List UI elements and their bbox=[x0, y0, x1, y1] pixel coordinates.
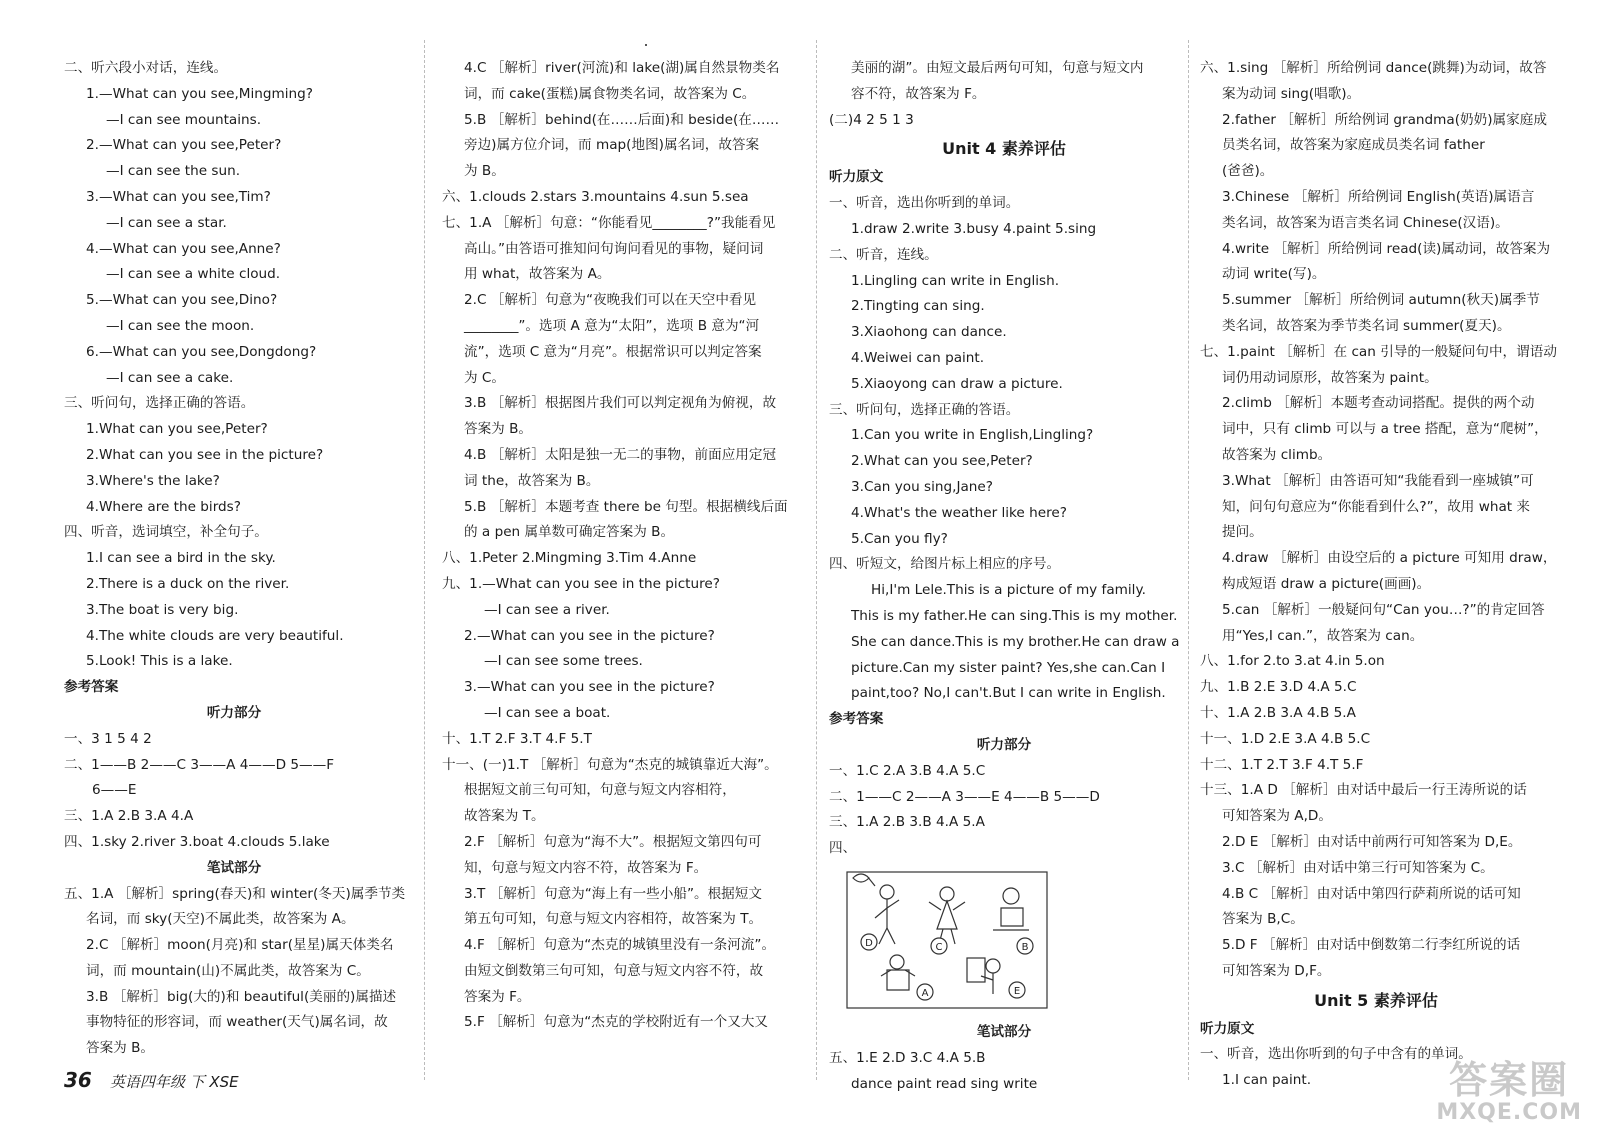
text-line: 员类名词，故答案为家庭成员类名词 father bbox=[1222, 137, 1485, 154]
text-line: 5.F ［解析］句意为“杰克的学校附近有一个又大又 bbox=[464, 1014, 769, 1031]
text-line: 2.C ［解析］句意为“夜晚我们可以在天空中看见 bbox=[464, 292, 757, 309]
column-divider bbox=[424, 40, 425, 1080]
text-line: 3.Chinese ［解析］所给例词 English(英语)属语言 bbox=[1222, 188, 1535, 205]
text-line: 第五句可知，句意与短文内容相符，故答案为 T。 bbox=[464, 911, 763, 928]
text-line: 3.—What can you see,Tim? bbox=[86, 188, 271, 205]
text-line: —I can see some trees. bbox=[484, 653, 643, 670]
column-3-lines-bottom bbox=[829, 1020, 1179, 1097]
figure-label-d: D bbox=[865, 937, 873, 949]
watermark bbox=[1436, 1060, 1582, 1125]
text-line: 根据短文前三句可知，句意与短文内容相符， bbox=[464, 782, 736, 799]
figure-label-b: B bbox=[1021, 941, 1029, 953]
text-line: 2.What can you see in the picture? bbox=[86, 446, 324, 463]
text-line: 十三、1.A D ［解析］由对话中最后一行王涛所说的话 bbox=[1200, 782, 1527, 799]
text-line: 3.C ［解析］由对话中第三行可知答案为 C。 bbox=[1222, 859, 1494, 876]
text-line: 故答案为 climb。 bbox=[1222, 446, 1332, 463]
text-line: 4.Weiwei can paint. bbox=[851, 349, 985, 366]
text-line: 3.B ［解析］根据图片我们可以判定视角为俯视，故 bbox=[464, 395, 777, 412]
page-number: 36 bbox=[64, 1068, 92, 1092]
text-line: 3.Can you sing,Jane? bbox=[851, 478, 993, 495]
column-2 bbox=[442, 56, 807, 1036]
column-3-lines-mid bbox=[829, 165, 1179, 862]
text-line: 4.B ［解析］太阳是独一无二的事物，前面应用定冠 bbox=[464, 446, 777, 463]
text-line: 四、1.sky 2.river 3.boat 4.clouds 5.lake bbox=[64, 833, 330, 850]
text-line: —I can see a river. bbox=[484, 601, 610, 618]
text-line: 4.B C ［解析］由对话中第四行萨莉所说的话可知 bbox=[1222, 885, 1521, 902]
text-line: 3.Xiaohong can dance. bbox=[851, 324, 1007, 341]
text-line: 一、听音，选出你听到的句子中含有的单词。 bbox=[1200, 1046, 1472, 1063]
text-line: 6——E bbox=[92, 782, 137, 799]
text-line: —I can see a boat. bbox=[484, 704, 611, 721]
text-line: 答案为 B。 bbox=[86, 1040, 155, 1057]
text-line: 故答案为 T。 bbox=[464, 808, 545, 825]
text-line: —I can see mountains. bbox=[106, 111, 262, 128]
text-line: 2.climb ［解析］本题考查动词搭配。提供的两个动 bbox=[1222, 395, 1535, 412]
text-line: 一、1.C 2.A 3.B 4.A 5.C bbox=[829, 762, 986, 779]
text-line: —I can see the moon. bbox=[106, 317, 255, 334]
text-line: 词仍用动词原形，故答案为 paint。 bbox=[1222, 369, 1438, 386]
text-line: 答案为 F。 bbox=[464, 988, 531, 1005]
text-line: 四、听短文，给图片标上相应的序号。 bbox=[829, 556, 1061, 573]
text-line: 三、听问句，选择正确的答语。 bbox=[64, 395, 255, 412]
text-line: 十、1.T 2.F 3.T 4.F 5.T bbox=[442, 730, 592, 747]
text-line: 笔试部分 bbox=[206, 859, 262, 876]
text-line: 美丽的湖”。由短文最后两句可知，句意与短文内 bbox=[851, 60, 1144, 76]
text-line: 3.—What can you see in the picture? bbox=[464, 679, 715, 696]
watermark-url: MXQE.COM bbox=[1436, 1100, 1582, 1125]
text-line: 九、1.B 2.E 3.D 4.A 5.C bbox=[1200, 679, 1357, 696]
text-line: 参考答案 bbox=[829, 711, 884, 728]
figure-label-e: E bbox=[1013, 985, 1021, 997]
text-line: 2.F ［解析］句意为“海不大”。根据短文第四句可 bbox=[464, 833, 762, 850]
text-line: 5.—What can you see,Dino? bbox=[86, 292, 278, 309]
text-line: 答案为 B,C。 bbox=[1222, 911, 1304, 928]
text-line: 高山。”由答语可推知问句询问看见的事物，疑问词 bbox=[464, 240, 764, 257]
text-line: 2.There is a duck on the river. bbox=[86, 575, 290, 592]
text-line: 4.draw ［解析］由设空后的 a picture 可知用 draw， bbox=[1222, 550, 1557, 567]
text-line: ________”。选项 A 意为“太阳”，选项 B 意为“河 bbox=[464, 317, 760, 334]
text-line: 2.father ［解析］所给例词 grandma(奶奶)属家庭成 bbox=[1222, 111, 1547, 128]
text-line: 4.F ［解析］句意为“杰克的城镇里没有一条河流”。 bbox=[464, 937, 776, 954]
text-line: 6.—What can you see,Dongdong? bbox=[86, 343, 317, 360]
text-line: 名词，而 sky(天空)不属此类，故答案为 A。 bbox=[86, 911, 355, 928]
text-line: (爸爸)。 bbox=[1222, 163, 1274, 180]
text-line: 3.The boat is very big. bbox=[86, 601, 239, 618]
text-line: 5.Xiaoyong can draw a picture. bbox=[851, 375, 1063, 392]
text-line: 二、1——B 2——C 3——A 4——D 5——F bbox=[64, 756, 335, 773]
text-line: 5.can ［解析］一般疑问句“Can you…?”的肯定回答 bbox=[1222, 601, 1545, 618]
figure-label-a: A bbox=[921, 987, 929, 999]
text-line: 十、1.A 2.B 3.A 4.B 5.A bbox=[1200, 704, 1356, 721]
text-line: 2.What can you see,Peter? bbox=[851, 453, 1033, 470]
text-line: 类名词，故答案为季节类名词 summer(夏天)。 bbox=[1222, 317, 1511, 334]
text-line: (二)4 2 5 1 3 bbox=[829, 111, 914, 128]
text-line: Hi,I'm Lele.This is a picture of my family. bbox=[871, 582, 1146, 599]
text-line: 四、 bbox=[829, 840, 857, 857]
text-line: 二、听六段小对话，连线。 bbox=[64, 60, 228, 76]
column-3 bbox=[829, 56, 1179, 1097]
text-line: 一、3 1 5 4 2 bbox=[64, 730, 152, 747]
text-line: 十一、1.D 2.E 3.A 4.B 5.C bbox=[1200, 730, 1371, 747]
text-line: 事物特征的形容词，而 weather(天气)属名词，故 bbox=[86, 1014, 388, 1031]
text-line: 案为动词 sing(唱歌)。 bbox=[1222, 85, 1361, 102]
text-line: 六、1.clouds 2.stars 3.mountains 4.sun 5.sea bbox=[442, 188, 749, 205]
text-line: 一、听音，选出你听到的单词。 bbox=[829, 195, 1020, 212]
text-line: —I can see a star. bbox=[106, 214, 227, 231]
text-line: —I can see the sun. bbox=[106, 163, 241, 180]
text-line: 为 C。 bbox=[464, 369, 506, 386]
text-line: 4.Where are the birds? bbox=[86, 498, 241, 515]
text-line: 二、1——C 2——A 3——E 4——B 5——D bbox=[829, 788, 1100, 805]
text-line: She can dance.This is my brother.He can draw a bbox=[851, 633, 1180, 650]
text-line: 答案为 B。 bbox=[464, 421, 533, 438]
text-line: 九、1.—What can you see in the picture? bbox=[442, 575, 720, 592]
text-line: 三、听问句，选择正确的答语。 bbox=[829, 401, 1020, 418]
text-line: 听力部分 bbox=[206, 704, 262, 721]
text-line: 2.C ［解析］moon(月亮)和 star(星星)属天体类名 bbox=[86, 937, 394, 954]
text-line: 5.B ［解析］behind(在……后面)和 beside(在…… bbox=[464, 111, 780, 128]
text-line: 1.Can you write in English,Lingling? bbox=[851, 427, 1094, 444]
text-line: 听力原文 bbox=[1200, 1020, 1255, 1037]
watermark-logo-text: 答案圈 bbox=[1449, 1058, 1570, 1102]
column-2-lines bbox=[442, 56, 807, 1036]
column-divider bbox=[816, 40, 817, 1080]
text-line: 5.Look! This is a lake. bbox=[86, 653, 233, 670]
column-1-lines bbox=[64, 56, 404, 1062]
text-line: 五、1.E 2.D 3.C 4.A 5.B bbox=[829, 1049, 986, 1066]
text-line: 听力原文 bbox=[829, 169, 884, 186]
text-line: 类名词，故答案为语言类名词 Chinese(汉语)。 bbox=[1222, 214, 1509, 231]
text-line: 4.What's the weather like here? bbox=[851, 504, 1067, 521]
text-line: 听力部分 bbox=[976, 736, 1032, 753]
text-line: 4.C ［解析］river(河流)和 lake(湖)属自然景物类名 bbox=[464, 60, 780, 76]
text-line: 词 the，故答案为 B。 bbox=[464, 472, 600, 489]
book-title: 英语四年级 下 XSE bbox=[109, 1073, 239, 1091]
text-line: 三、1.A 2.B 3.A 4.A bbox=[64, 808, 194, 825]
text-line: 四、听音，选词填空，补全句子。 bbox=[64, 524, 268, 541]
text-line: 5.summer ［解析］所给例词 autumn(秋天)属季节 bbox=[1222, 292, 1540, 309]
text-line: 知，句意与短文内容不符，故答案为 F。 bbox=[464, 859, 708, 876]
text-line: 4.write ［解析］所给例词 read(读)属动词，故答案为 bbox=[1222, 240, 1551, 257]
text-line: 2.D E ［解析］由对话中前两行可知答案为 D,E。 bbox=[1222, 833, 1522, 850]
text-line: 词，而 cake(蛋糕)属食物类名词，故答案为 C。 bbox=[464, 85, 756, 102]
text-line: 提问。 bbox=[1222, 524, 1263, 541]
column-1 bbox=[64, 56, 404, 1062]
figure-label-c: C bbox=[935, 941, 943, 953]
text-line: 1.I can see a bird in the sky. bbox=[86, 550, 276, 567]
text-line: 由短文倒数第三句可知，句意与短文内容不符，故 bbox=[464, 962, 764, 979]
family-picture-figure bbox=[843, 866, 1053, 1014]
text-line: 三、1.A 2.B 3.B 4.A 5.A bbox=[829, 814, 985, 831]
text-line: 可知答案为 D,F。 bbox=[1222, 962, 1331, 979]
text-line: 5.Can you fly? bbox=[851, 530, 948, 547]
text-line: 1.I can paint. bbox=[1222, 1072, 1312, 1089]
text-line: 可知答案为 A,D。 bbox=[1222, 808, 1332, 825]
text-line: 的 a pen 属单数可确定答案为 B。 bbox=[464, 524, 675, 541]
text-line: 2.—What can you see,Peter? bbox=[86, 137, 282, 154]
text-line: 用“Yes,I can.”，故答案为 can。 bbox=[1222, 627, 1424, 644]
text-line: 参考答案 bbox=[64, 679, 119, 696]
text-line: 2.Tingting can sing. bbox=[851, 298, 985, 315]
text-line: paint,too? No,I can't.But I can write in English. bbox=[851, 685, 1166, 702]
page-footer bbox=[64, 1068, 239, 1092]
text-line: 3.What ［解析］由答语可知“我能看到一座城镇”可 bbox=[1222, 472, 1534, 489]
text-line: 1.—What can you see,Mingming? bbox=[86, 85, 313, 102]
text-line: 2.—What can you see in the picture? bbox=[464, 627, 715, 644]
text-line: 构成短语 draw a picture(画画)。 bbox=[1222, 575, 1431, 592]
text-line: 五、1.A ［解析］spring(春天)和 winter(冬天)属季节类 bbox=[64, 885, 406, 902]
text-line: dance paint read sing write bbox=[851, 1075, 1038, 1092]
text-line: 二、听音，连线。 bbox=[829, 246, 938, 263]
text-line: 十一、(一)1.T ［解析］句意为“杰克的城镇靠近大海”。 bbox=[442, 756, 778, 773]
text-line: 词中，只有 climb 可以与 a tree 搭配，意为“爬树”， bbox=[1222, 421, 1548, 438]
text-line: 词，而 mountain(山)不属此类，故答案为 C。 bbox=[86, 962, 370, 979]
text-line: —I can see a white cloud. bbox=[106, 266, 281, 283]
text-line: 为 B。 bbox=[464, 163, 505, 180]
text-line: 笔试部分 bbox=[976, 1023, 1032, 1040]
text-line: 知，问句句意应为“你能看到什么?”，故用 what 来 bbox=[1222, 498, 1531, 515]
text-line: 七、1.paint ［解析］在 can 引导的一般疑问句中，谓语动 bbox=[1200, 343, 1557, 360]
column-4-lines-top bbox=[1200, 56, 1557, 985]
text-line: 旁边)属方位介词，而 map(地图)属名词，故答案 bbox=[464, 137, 760, 154]
text-line: 5.B ［解析］本题考查 there be 句型。根据横线后面 bbox=[464, 498, 788, 515]
unit-5-title: Unit 5 素养评估 bbox=[1314, 990, 1438, 1010]
text-line: 3.Where's the lake? bbox=[86, 472, 220, 489]
text-line: 流”，选项 C 意为“月亮”。根据常识可以判定答案 bbox=[464, 343, 762, 360]
text-line: 4.The white clouds are very beautiful. bbox=[86, 627, 344, 644]
text-line: 六、1.sing ［解析］所给例词 dance(跳舞)为动词，故答 bbox=[1200, 60, 1547, 76]
text-line: —I can see a cake. bbox=[106, 369, 234, 386]
text-line: 八、1.for 2.to 3.at 4.in 5.on bbox=[1200, 653, 1385, 670]
column-divider bbox=[1188, 40, 1189, 1080]
text-line: picture.Can my sister paint? Yes,she can.Can I bbox=[851, 659, 1166, 676]
text-line: 1.draw 2.write 3.busy 4.paint 5.sing bbox=[851, 220, 1097, 237]
unit-4-title: Unit 4 素养评估 bbox=[942, 139, 1066, 159]
column-3-lines-top bbox=[829, 56, 1179, 133]
text-line: 1.Lingling can write in English. bbox=[851, 272, 1060, 289]
page-mark bbox=[645, 44, 647, 46]
text-line: 容不符，故答案为 F。 bbox=[851, 85, 986, 102]
text-line: This is my father.He can sing.This is my mother. bbox=[851, 607, 1178, 624]
text-line: 3.T ［解析］句意为“海上有一些小船”。根据短文 bbox=[464, 885, 762, 902]
text-line: 八、1.Peter 2.Mingming 3.Tim 4.Anne bbox=[442, 550, 697, 567]
text-line: 十二、1.T 2.T 3.F 4.T 5.F bbox=[1200, 756, 1364, 773]
text-line: 3.B ［解析］big(大的)和 beautiful(美丽的)属描述 bbox=[86, 988, 397, 1005]
text-line: 5.D F ［解析］由对话中倒数第二行李红所说的话 bbox=[1222, 937, 1521, 954]
text-line: 1.What can you see,Peter? bbox=[86, 421, 268, 438]
text-line: 用 what，故答案为 A。 bbox=[464, 266, 611, 283]
text-line: 4.—What can you see,Anne? bbox=[86, 240, 281, 257]
text-line: 动词 write(写)。 bbox=[1222, 266, 1326, 283]
text-line: 七、1.A ［解析］句意：“你能看见________?”我能看见 bbox=[442, 214, 776, 231]
column-4 bbox=[1200, 56, 1557, 1094]
